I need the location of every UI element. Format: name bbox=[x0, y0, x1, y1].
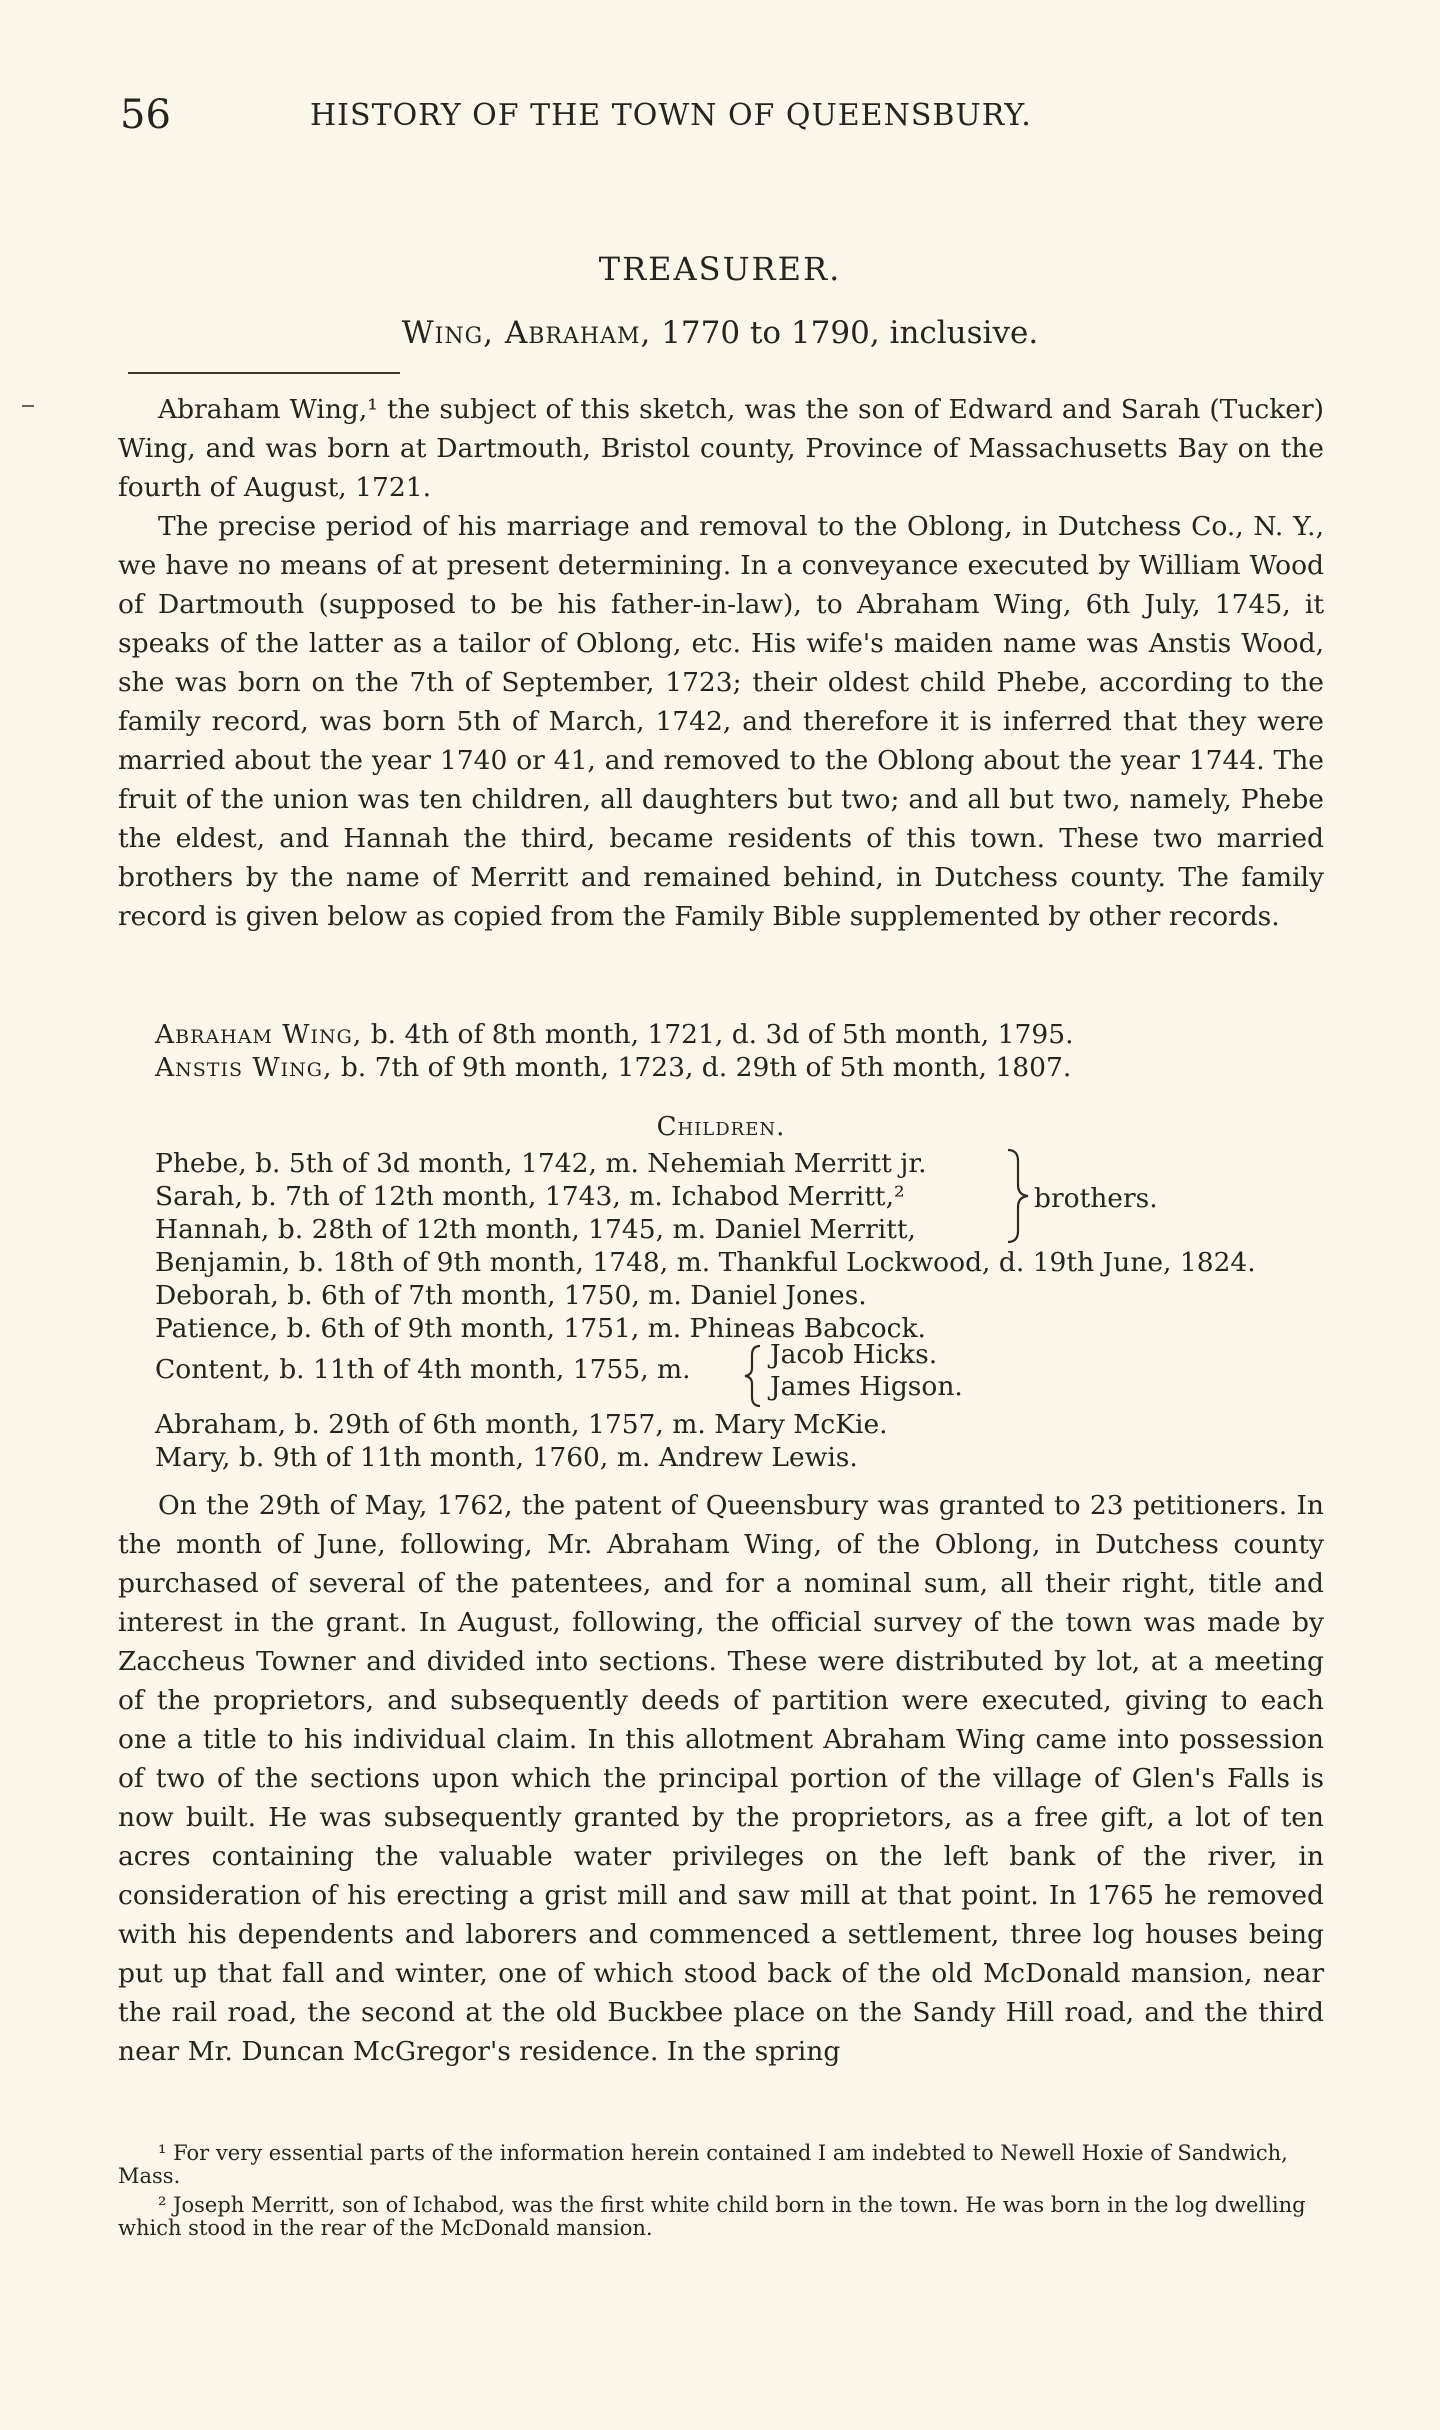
heading-rule bbox=[128, 372, 400, 374]
page-header bbox=[120, 92, 1330, 142]
child-entry: Deborah, b. 6th of 7th month, 1750, m. Daniel Jones. bbox=[155, 1280, 867, 1311]
content-spouses-brace bbox=[742, 1343, 766, 1409]
child-entry: Phebe, b. 5th of 3d month, 1742, m. Nehemiah Merritt jr. bbox=[155, 1148, 927, 1179]
parent-details: b. 4th of 8th month, 1721, d. 3d of 5th month, 1795. bbox=[370, 1019, 1074, 1050]
page-number: 56 bbox=[120, 92, 171, 138]
running-title: HISTORY OF THE TOWN OF QUEENSBURY. bbox=[310, 98, 1032, 133]
section-subheading bbox=[0, 315, 1440, 351]
child-entry: Patience, b. 6th of 9th month, 1751, m. Phineas Babcock. bbox=[155, 1313, 926, 1344]
footnotes bbox=[118, 2142, 1324, 2246]
margin-mark bbox=[22, 405, 34, 407]
intro-text bbox=[118, 390, 1324, 936]
patent-paragraph: On the 29th of May, 1762, the patent of Queensbury was granted to 23 petitioners. In the month of June, following, Mr. Abraham Wing, of the Oblong, in Dutchess county purchased of several of the patentees, and for a nominal sum, all their right, title and interest in the grant. In August, following, the official survey of the town was made by Zaccheus Towner and divided into sections. These were distributed by lot, at a meeting of the proprietors, and subsequently deeds of partition were executed, giving to each one a title to his individual claim. In this allotment Abraham Wing came into possession of two of the sections upon which the principal portion of the village of Glen's Falls is now built. He was subsequently granted by the proprietors, as a free gift, a lot of ten acres containing the valuable water privileges on the left bank of the river, in consideration of his erecting a grist mill and saw mill at that point. In 1765 he removed with his dependents and laborers and commenced a settlement, three log houses being put up that fall and winter, one of which stood back of the old McDonald mansion, near the rail road, the second at the old Buckbee place on the Sandy Hill road, and the third near Mr. Duncan McGregor's residence. In the spring bbox=[118, 1490, 1324, 2067]
patent-text bbox=[118, 1486, 1324, 2071]
brothers-note: brothers. bbox=[1034, 1183, 1158, 1214]
parent-details: b. 7th of 9th month, 1723, d. 29th of 5th month, 1807. bbox=[340, 1052, 1072, 1083]
section-heading: TREASURER. bbox=[598, 250, 842, 288]
child-entry: Benjamin, b. 18th of 9th month, 1748, m. Thankful Lockwood, d. 19th June, 1824. bbox=[155, 1247, 1256, 1278]
footnote: ¹ For very essential parts of the information herein contained I am indebted to Newell Hoxie of Sandwich, Mass. bbox=[118, 2141, 1288, 2188]
parent-name: Anstis Wing, bbox=[155, 1052, 333, 1083]
child-entry: Mary, b. 9th of 11th month, 1760, m. Andrew Lewis. bbox=[155, 1442, 858, 1473]
content-spouse: James Higson. bbox=[770, 1371, 963, 1402]
child-entry: Content, b. 11th of 4th month, 1755, m. bbox=[155, 1354, 691, 1385]
content-spouse: Jacob Hicks. bbox=[770, 1339, 938, 1370]
subheading-name: Wing, Abraham, bbox=[401, 315, 652, 351]
intro-paragraph-1: Abraham Wing,¹ the subject of this sketch, was the son of Edward and Sarah (Tucker) Wing, and was born at Dartmouth, Bristol county, Province of Massachusetts Bay on the fourth of August, 1721. bbox=[118, 394, 1324, 503]
parent-entry bbox=[155, 1018, 1074, 1051]
intro-paragraph-2: The precise period of his marriage and removal to the Oblong, in Dutchess Co., N. Y., we have no means of at present determining. In a conveyance executed by William Wood of Dartmouth (supposed to be his father-in-law), to Abraham Wing, 6th July, 1745, it speaks of the latter as a tailor of Oblong, etc. His wife's maiden name was Anstis Wood, she was born on the 7th of September, 1723; their oldest child Phebe, according to the family record, was born 5th of March, 1742, and therefore it is inferred that they were married about the year 1740 or 41, and removed to the Oblong about the year 1744. The fruit of the union was ten children, all daughters but two; and all but two, namely, Phebe the eldest, and Hannah the third, became residents of this town. These two married brothers by the name of Merritt and remained behind, in Dutchess county. The family record is given below as copied from the Family Bible supplemented by other records. bbox=[118, 511, 1324, 932]
child-entry: Sarah, b. 7th of 12th month, 1743, m. Ichabod Merritt,² bbox=[155, 1181, 905, 1212]
parent-entry bbox=[155, 1051, 1071, 1084]
parent-name: Abraham Wing, bbox=[155, 1019, 363, 1050]
child-entry: Hannah, b. 28th of 12th month, 1745, m. Daniel Merritt, bbox=[155, 1214, 916, 1245]
footnote: ² Joseph Merritt, son of Ichabod, was the first white child born in the town. He was born in the log dwelling which stood in the rear of the McDonald mansion. bbox=[118, 2193, 1306, 2240]
subheading-dates: 1770 to 1790, inclusive. bbox=[661, 315, 1039, 351]
children-heading: Children. bbox=[656, 1112, 786, 1142]
child-entry: Abraham, b. 29th of 6th month, 1757, m. Mary McKie. bbox=[155, 1409, 888, 1440]
